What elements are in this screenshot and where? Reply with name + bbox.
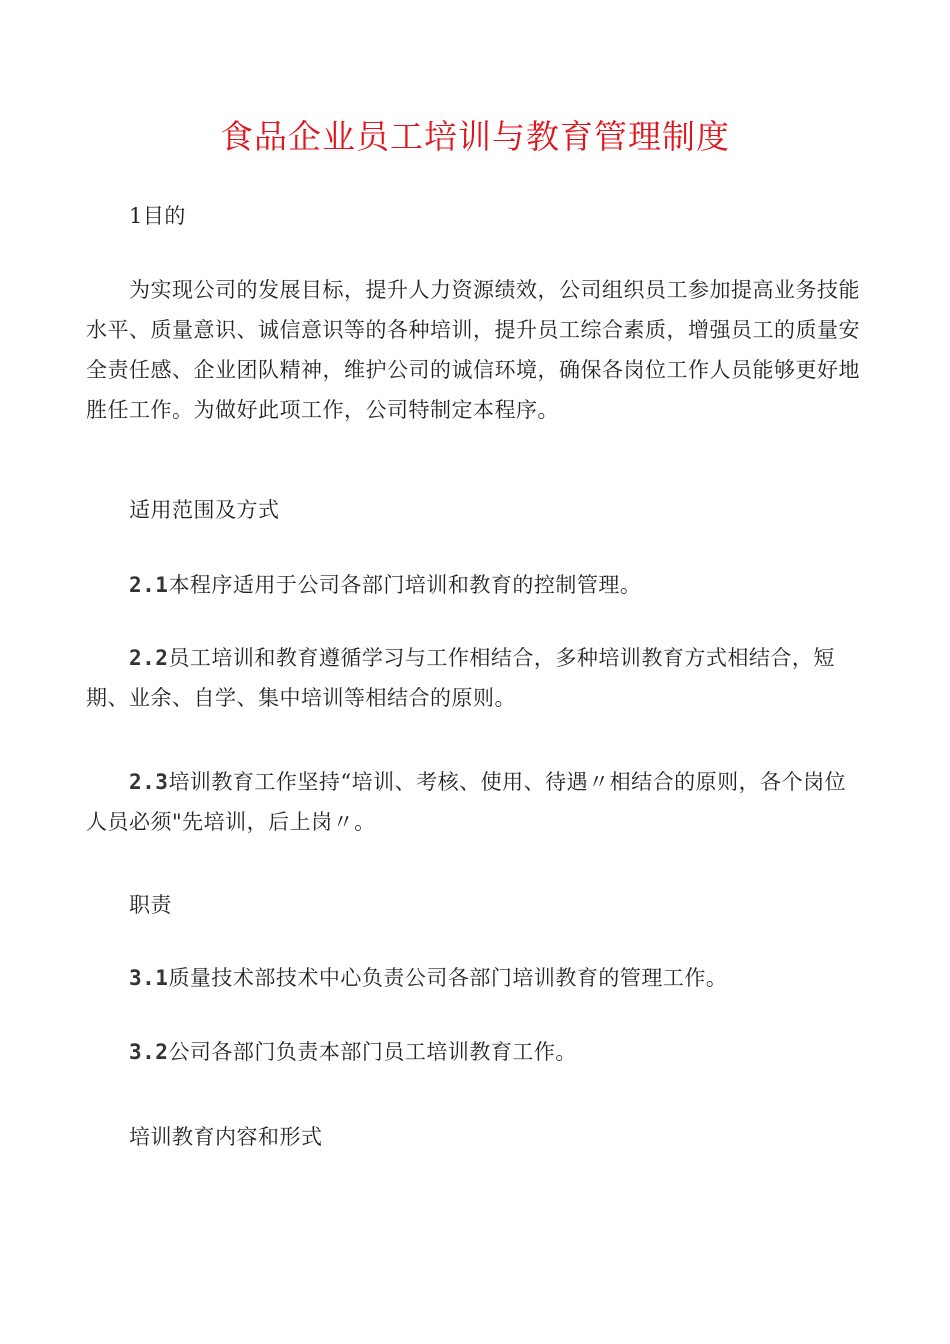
clause-number: 2.2 bbox=[129, 646, 169, 670]
section4-heading: 培训教育内容和形式 bbox=[129, 1125, 323, 1149]
clause-text: 质量技术部技术中心负责公司各部门培训教育的管理工作。 bbox=[168, 966, 728, 990]
clause-3-1 bbox=[86, 958, 866, 998]
clause-text: 本程序适用于公司各部门培训和教育的控制管理。 bbox=[168, 573, 642, 597]
clause-number: 2.3 bbox=[129, 770, 169, 794]
document-title: 食品企业员工培训与教育管理制度 bbox=[220, 117, 730, 156]
section2-heading: 适用范围及方式 bbox=[129, 498, 280, 522]
clause-number: 2.1 bbox=[129, 573, 169, 597]
clause-number: 3.1 bbox=[129, 966, 169, 990]
clause-text: 公司各部门负责本部门员工培训教育工作。 bbox=[168, 1040, 577, 1064]
section3-heading: 职责 bbox=[129, 893, 172, 917]
clause-2-1 bbox=[86, 565, 866, 605]
clause-2-2 bbox=[86, 638, 866, 718]
section1-heading: 1目的 bbox=[129, 204, 186, 228]
clause-text: 培训教育工作坚持“培训、考核、使用、待遇〃相结合的原则，各个岗位人员必须"先培训，后上岗〃。 bbox=[86, 770, 847, 834]
clause-3-2 bbox=[86, 1032, 866, 1072]
section1-body-text: 为实现公司的发展目标，提升人力资源绩效，公司组织员工参加提高业务技能水平、质量意识、诚信意识等的各种培训，提升员工综合素质，增强员工的质量安全责任感、企业团队精神，维护公司的诚信环境，确保各岗位工作人员能够更好地胜任工作。为做好此项工作，公司特制定本程序。 bbox=[86, 278, 860, 422]
section1-body bbox=[86, 270, 866, 430]
clause-number: 3.2 bbox=[129, 1040, 169, 1064]
clause-2-3 bbox=[86, 762, 866, 842]
clause-text: 员工培训和教育遵循学习与工作相结合，多种培训教育方式相结合，短期、业余、自学、集中培训等相结合的原则。 bbox=[86, 646, 835, 710]
